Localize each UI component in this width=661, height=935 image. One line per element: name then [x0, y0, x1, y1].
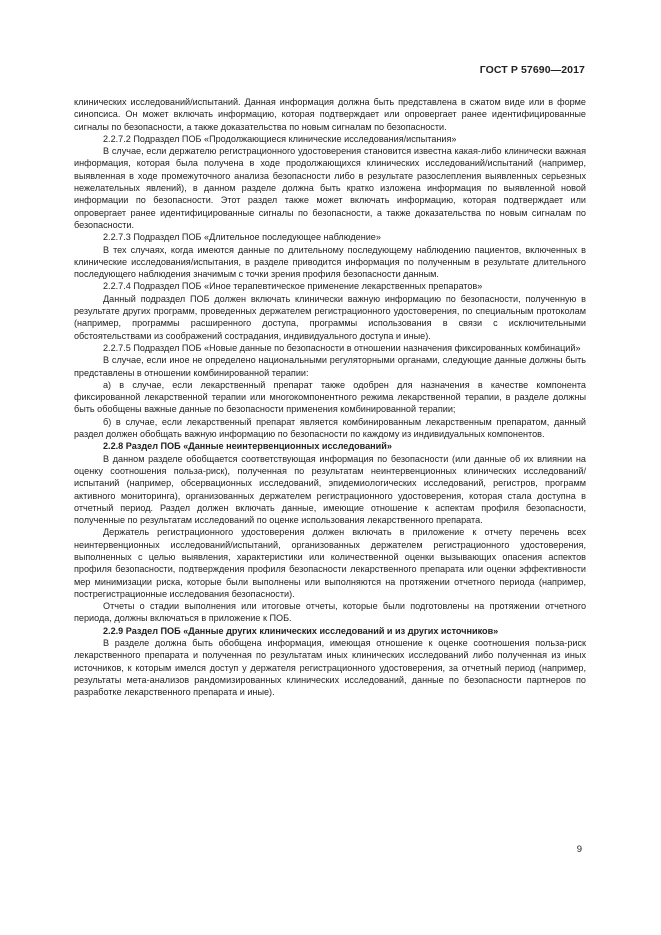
document-id-header: ГОСТ Р 57690—2017	[479, 64, 585, 76]
paragraph: 2.2.7.3 Подраздел ПОБ «Длительное последующее наблюдение»	[103, 232, 381, 243]
paragraph: В данном разделе обобщается соответствующая информация по безопасности (или данные об их влиянии на оценку соотношения польза-риск), полученная по результатам неинтервенционных клинических исследований/испытаний (например, обсервационных исследований, эпидемиологических исследований, регистров, программ активного мониторинга), организованных держателем регистрационного удостоверения, которая стала доступна в отчетный период. Раздел должен включать данные, имеющие отношение к аспектам профиля безопасности, полученные по результатам исследований по оценке использования лекарственного препарата.	[74, 453, 586, 526]
page-number: 9	[576, 844, 582, 855]
paragraph: 2.2.8 Раздел ПОБ «Данные неинтервенционных исследований»	[103, 441, 392, 452]
paragraph: Отчеты о стадии выполнения или итоговые отчеты, которые были подготовлены на протяжении отчетного периода, должны включаться в приложение к ПОБ.	[74, 601, 586, 624]
paragraph: 2.2.7.5 Подраздел ПОБ «Новые данные по безопасности в отношении назначения фиксированных комбинаций»	[103, 342, 581, 353]
paragraph: В случае, если иное не определено национальными регуляторными органами, следующие данные должны быть представлены в отношении комбинированной терапии:	[74, 355, 586, 378]
paragraph: б) в случае, если лекарственный препарат является комбинированным лекарственным препаратом, данный раздел должен обобщать важную информацию по безопасности по каждому из индивидуальных компонентов.	[74, 416, 586, 440]
paragraph: Держатель регистрационного удостоверения должен включать в приложение к отчету перечень всех неинтервенционных исследований/испытаний, организованных держателем регистрационного удостоверения, выполненных с целью выявления, характеристики или количественной оценки вызывающих опасения аспектов профиля безопасности, подтверждения профиля безопасности лекарственного препарата или оценки эффективности мер минимизации риска, которые были выполнены или выполняются на протяжении отчетного периода (например, пострегистрационные исследования безопасности).	[74, 527, 586, 599]
paragraph: Данный подраздел ПОБ должен включать клинически важную информацию по безопасности, полученную в результате других программ, проведенных держателем регистрационного удостоверения, по специальным протоколам (например, программы расширенного доступа, программы использования в связи с исключительными обстоятельствами из соображений сострадания, индивидуального доступа и иные).	[74, 293, 586, 341]
paragraph: клинических исследований/испытаний. Данная информация должна быть представлена в сжатом виде или в форме синопсиса. Он может включать информацию, которая подтверждает или опровергает ранее идентифицированные сигналы по безопасности, а также доказательства по новым сигналам по безопасности.	[74, 97, 586, 132]
paragraph: В случае, если держателю регистрационного удостоверения становится известна какая-либо клинически важная информация, которая была получена в ходе продолжающихся клинических исследований/испытаний (например, выявленная в ходе промежуточного анализа безопасности либо в результате разослепления выявленных серьезных нежелательных явлений), в данном разделе должна быть кратко изложена информация по выявленной новой информации по безопасности. Этот раздел также может включать информацию, которая подтверждает или опровергает ранее идентифицированные сигналы по безопасности, а также доказательства по новым сигналам по безопасности.	[74, 146, 586, 230]
paragraph: 2.2.7.4 Подраздел ПОБ «Иное терапевтическое применение лекарственных препаратов»	[103, 281, 483, 292]
paragraph: В тех случаях, когда имеются данные по длительному последующему наблюдению пациентов, включенных в клинические исследования/испытания, в разделе приводится информация по полученным в результате длительного последующего наблюдения значимым с точки зрения профиля безопасности данным.	[74, 244, 586, 280]
paragraph: 2.2.7.2 Подраздел ПОБ «Продолжающиеся клинические исследования/испытания»	[103, 133, 457, 144]
paragraph: а) в случае, если лекарственный препарат также одобрен для назначения в качестве компонента фиксированной лекарственной терапии или многокомпонентного режима лекарственной терапии, в разделе должны быть обобщены важные данные по безопасности применения комбинированной терапии;	[74, 379, 586, 415]
document-body	[74, 96, 586, 699]
paragraph: 2.2.9 Раздел ПОБ «Данные других клинических исследований и из других источников»	[103, 625, 499, 636]
paragraph: В разделе должна быть обобщена информация, имеющая отношение к оценке соотношения польза-риск лекарственного препарата и полученная по результатам иных клинических исследований либо полученная из иных источников, к которым имелся доступ у держателя регистрационного удостоверения, за отчетный период (например, результаты мета-анализов рандомизированных клинических исследований, данные по безопасности партнеров по разработке лекарственного препарата и иные).	[74, 638, 586, 698]
